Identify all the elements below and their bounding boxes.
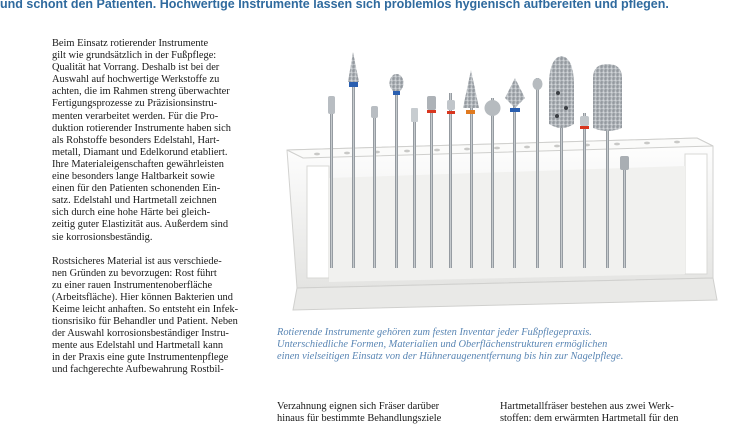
text-line: mente aus Edelstahl und Hartmetall kann <box>52 340 224 352</box>
text-line: Qualität hat Vorrang. Deshalb ist bei der <box>52 62 220 74</box>
paragraph-2 <box>52 256 267 377</box>
text-line: eine besonders lange Haltbarkeit sowie <box>52 171 215 183</box>
text-line: in der Praxis eine gute Instrumentenpflege <box>52 352 229 364</box>
caption-line: Rotierende Instrumente gehören zum festen Inventar jeder Fußpflegepraxis. <box>277 327 592 338</box>
text-line: tionsrisiko für Behandler und Patient. Neben <box>52 316 238 328</box>
lead-line: und schont den Patienten. Hochwertige Instrumente lassen sich problemlos hygienisch aufbereiten und pflegen. <box>0 0 669 11</box>
text-line: stoffen: dem erwärmten Hartmetall für den <box>500 413 679 425</box>
text-line: Auswahl auf hochwertige Werkstoffe zu <box>52 74 220 86</box>
text-line: der Auswahl korrosionsbeständiger Instru- <box>52 328 229 340</box>
stand-left-leg <box>307 166 329 278</box>
right-column <box>500 401 715 425</box>
caption-line: Unterschiedliche Formen, Materialien und Oberflächenstrukturen ermöglichen <box>277 339 608 351</box>
text-line: Beim Einsatz rotierender Instrumente <box>52 38 209 49</box>
text-line: als Rohstoffe besonders Edelstahl, Hart- <box>52 134 220 146</box>
text-line: zeitig guter Elastizität aus. Außerdem sind <box>52 219 229 231</box>
text-line: nen Gründen zu bevorzugen: Rost führt <box>52 267 217 279</box>
text-line: (Arbeitsfläche). Hier können Bakterien und <box>52 291 233 303</box>
text-line: satz. Edelstahl und Hartmetall zeichnen <box>52 195 217 207</box>
text-line: Ihre Materialeigenschaften gewährleisten <box>52 158 224 170</box>
text-line: menten verarbeitet werden. Für die Pro- <box>52 110 219 122</box>
text-line: einen für den Patienten schonenden Ein- <box>52 183 221 195</box>
text-line: Fertigungsprozesse zu Präzisionsinstru- <box>52 98 218 110</box>
text-line: und fachgerechte Aufbewahrung Rostbil- <box>52 364 224 376</box>
stand-right-leg <box>685 154 707 274</box>
stand-opening <box>329 166 685 282</box>
text-line: Keime leicht anhaften. So entsteht ein Infek- <box>52 303 239 315</box>
instrument-stand-photo <box>277 38 724 323</box>
middle-column <box>277 401 492 425</box>
text-line: zu einer rauen Instrumentenoberfläche <box>52 279 213 291</box>
paragraph-1 <box>52 38 267 244</box>
text-line: Rostsicheres Material ist aus verschiede- <box>52 255 222 267</box>
text-line: achten, die im Rahmen streng überwachter <box>52 86 230 98</box>
text-line: sich durch eine hohe Härte bei gleich- <box>52 207 211 219</box>
text-line: Hartmetallfräser bestehen aus zwei Werk- <box>500 401 674 412</box>
caption-line: einen vielseitigen Einsatz von der Hühneraugenentfernung bis hin zur Nagelpflege. <box>277 351 624 363</box>
text-line: hinaus für bestimmte Behandlungsziele <box>277 413 442 425</box>
text-line: duktion rotierender Instrumente haben sich <box>52 122 231 134</box>
text-line: sie korrosionsbeständig. <box>52 231 153 243</box>
left-column <box>52 38 267 377</box>
text-line: gilt wie grundsätzlich in der Fußpflege: <box>52 50 217 62</box>
text-line: metall, Diamant und Edelkorund etabliert. <box>52 146 228 158</box>
photo-caption <box>277 327 724 363</box>
text-line: Verzahnung eignen sich Fräser darüber <box>277 401 440 412</box>
